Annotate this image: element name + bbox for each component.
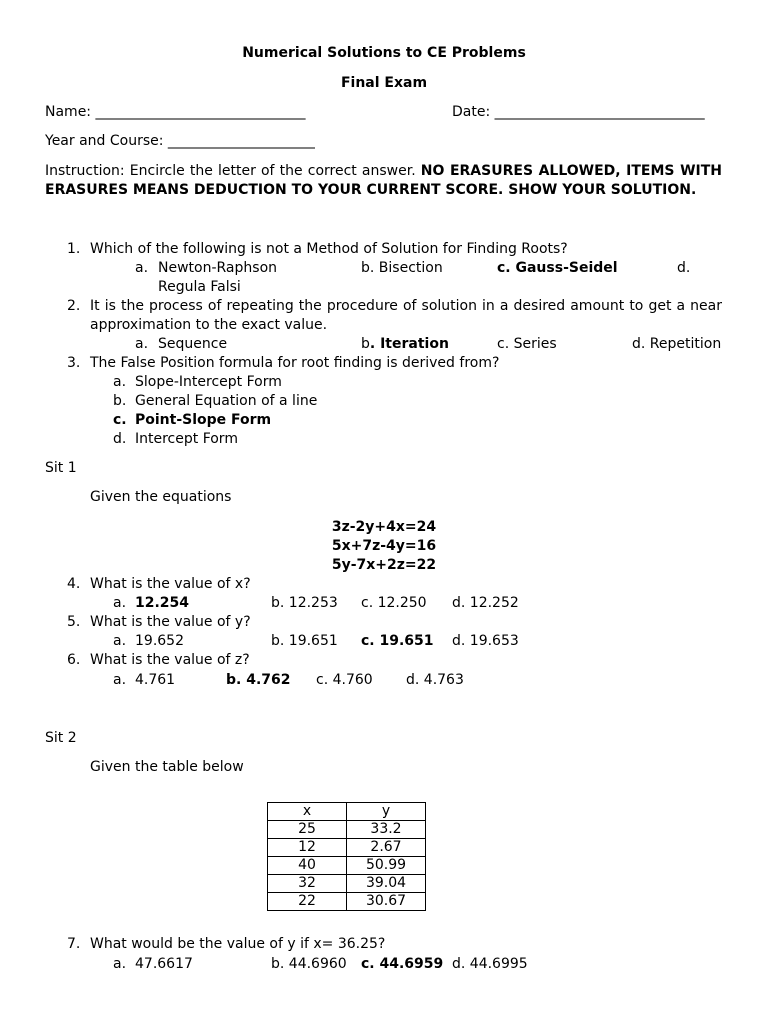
situation-intro: Given the table below bbox=[90, 759, 244, 775]
question-text: The False Position formula for root finding is derived from? bbox=[90, 355, 500, 371]
table-cell: 25 bbox=[268, 821, 347, 839]
option-d: d. Repetition bbox=[632, 336, 722, 352]
option-letter: d. bbox=[113, 431, 127, 447]
question-text: What is the value of z? bbox=[90, 652, 250, 668]
instruction-warning: NO ERASURES ALLOWED, ITEMS WITH ERASURES MEANS DEDUCTION TO YOUR CURRENT SCORE. SHOW YOUR SOLUTION. bbox=[45, 163, 722, 198]
table-row bbox=[268, 875, 426, 893]
table-header-row bbox=[268, 803, 426, 821]
question-number: 3. bbox=[67, 355, 81, 371]
name-field: Name: ______________________________ bbox=[45, 104, 306, 120]
option-c: c. Series bbox=[497, 336, 557, 352]
question-number: 2. bbox=[67, 298, 81, 314]
situation-label: Sit 2 bbox=[45, 730, 77, 746]
option-d-text: Regula Falsi bbox=[158, 279, 241, 295]
option-letter: c. bbox=[113, 412, 127, 428]
option-letter: a. bbox=[113, 595, 127, 611]
table-cell: 32 bbox=[268, 875, 347, 893]
question-text: What is the value of y? bbox=[90, 614, 251, 630]
option-a: 4.761 bbox=[135, 672, 176, 688]
option-d: Intercept Form bbox=[135, 431, 238, 447]
question-number: 4. bbox=[67, 576, 81, 592]
table-cell: 12 bbox=[268, 839, 347, 857]
question-text: What is the value of x? bbox=[90, 576, 251, 592]
exam-title: Numerical Solutions to CE Problems bbox=[242, 45, 526, 61]
question-number: 1. bbox=[67, 241, 81, 257]
option-b: b. 44.6960 bbox=[271, 956, 347, 972]
equation: 5y-7x+2z=22 bbox=[331, 557, 437, 573]
table-header: y bbox=[347, 803, 426, 821]
table-cell: 22 bbox=[268, 893, 347, 911]
option-d: d. 44.6995 bbox=[452, 956, 528, 972]
year-course-field: Year and Course: _____________________ bbox=[45, 133, 315, 149]
equation: 5x+7z-4y=16 bbox=[331, 538, 437, 554]
option-b: b. Bisection bbox=[361, 260, 443, 276]
table-header: x bbox=[268, 803, 347, 821]
table-row bbox=[268, 821, 426, 839]
option-letter: a. bbox=[113, 956, 127, 972]
question-text: What would be the value of y if x= 36.25? bbox=[90, 936, 386, 952]
question-text: It is the process of repeating the procedure of solution in a desired amount to get a near approximation to the exact value. bbox=[90, 298, 722, 333]
option-letter: a. bbox=[113, 633, 127, 649]
table-row bbox=[268, 839, 426, 857]
table-cell: 40 bbox=[268, 857, 347, 875]
option-letter: a. bbox=[135, 260, 149, 276]
option-c-answer: Point-Slope Form bbox=[135, 412, 272, 428]
option-c-answer: c. 44.6959 bbox=[361, 956, 444, 972]
option-a: Sequence bbox=[158, 336, 228, 352]
question-number: 6. bbox=[67, 652, 81, 668]
situation-label: Sit 1 bbox=[45, 460, 77, 476]
option-a: Newton-Raphson bbox=[158, 260, 278, 276]
option-b-answer: b. 4.762 bbox=[226, 672, 291, 688]
date-field: Date: ______________________________ bbox=[452, 104, 705, 120]
option-c: c. 12.250 bbox=[361, 595, 427, 611]
table-cell: 30.67 bbox=[347, 893, 426, 911]
question-text: Which of the following is not a Method of Solution for Finding Roots? bbox=[90, 241, 568, 257]
data-table bbox=[267, 802, 426, 911]
option-c-answer: c. Gauss-Seidel bbox=[497, 260, 618, 276]
option-a: Slope-Intercept Form bbox=[135, 374, 282, 390]
option-letter: b. bbox=[113, 393, 127, 409]
option-b: General Equation of a line bbox=[135, 393, 318, 409]
table-cell: 33.2 bbox=[347, 821, 426, 839]
instruction-text: Instruction: Encircle the letter of the correct answer. bbox=[45, 163, 421, 179]
instruction bbox=[45, 162, 722, 200]
table-cell: 39.04 bbox=[347, 875, 426, 893]
question-number: 7. bbox=[67, 936, 81, 952]
option-b: b. 19.651 bbox=[271, 633, 338, 649]
option-letter: a. bbox=[113, 374, 127, 390]
option-d: d. 19.653 bbox=[452, 633, 519, 649]
option-a-answer: 12.254 bbox=[135, 595, 190, 611]
table-row bbox=[268, 893, 426, 911]
option-letter: b bbox=[361, 336, 370, 352]
option-a: 47.6617 bbox=[135, 956, 193, 972]
option-letter: a. bbox=[135, 336, 149, 352]
option-letter: a. bbox=[113, 672, 127, 688]
table-cell: 50.99 bbox=[347, 857, 426, 875]
question-number: 5. bbox=[67, 614, 81, 630]
option-c-answer: c. 19.651 bbox=[361, 633, 434, 649]
option-b: b. 12.253 bbox=[271, 595, 338, 611]
option-b-answer bbox=[361, 335, 449, 354]
table-cell: 2.67 bbox=[347, 839, 426, 857]
option-d: d. 4.763 bbox=[406, 672, 464, 688]
table-row bbox=[268, 857, 426, 875]
option-a: 19.652 bbox=[135, 633, 184, 649]
option-b-text: . Iteration bbox=[369, 336, 449, 352]
option-d: d. bbox=[677, 260, 691, 276]
option-d: d. 12.252 bbox=[452, 595, 519, 611]
equation: 3z-2y+4x=24 bbox=[331, 519, 437, 535]
exam-subtitle: Final Exam bbox=[340, 75, 428, 91]
situation-intro: Given the equations bbox=[90, 489, 232, 505]
option-c: c. 4.760 bbox=[316, 672, 373, 688]
